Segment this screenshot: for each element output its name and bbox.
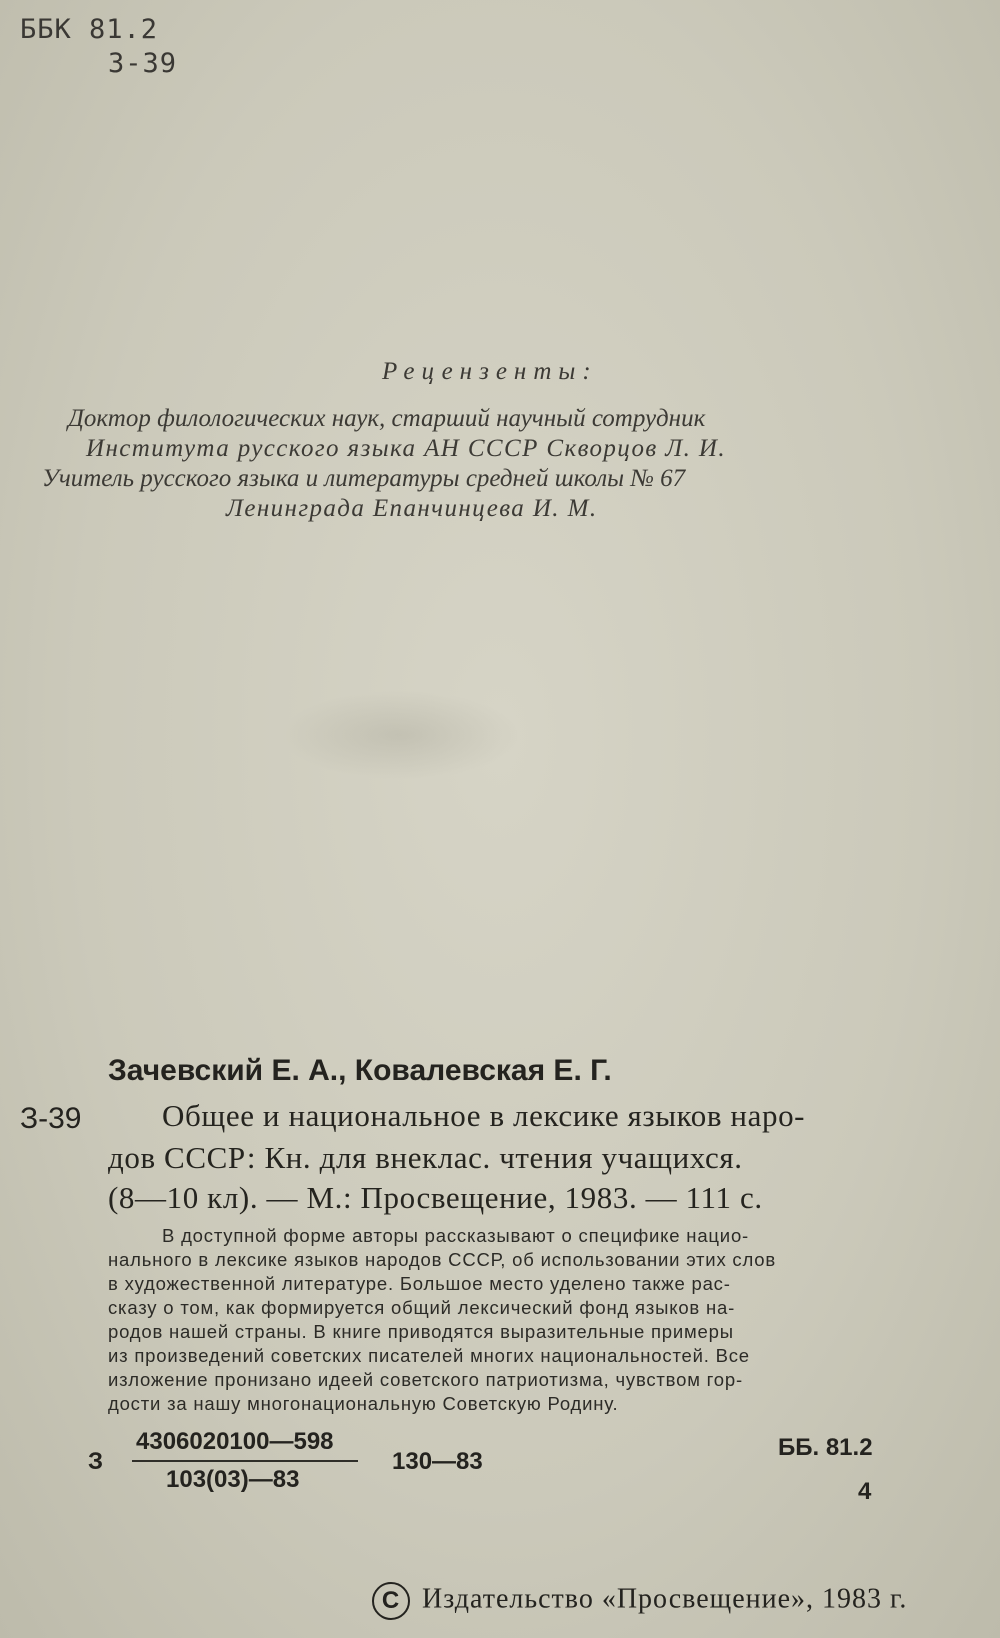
catalog-number: З-39	[20, 1102, 82, 1135]
copyright-text: Издательство «Просвещение», 1983 г.	[422, 1583, 908, 1615]
reviewer-line: Доктор филологических наук, старший научный сотрудник	[68, 405, 706, 432]
pub-code-denominator: 103(03)—83	[166, 1466, 300, 1493]
pub-bbk-number: 4	[858, 1478, 872, 1505]
copyright-icon: C	[372, 1582, 410, 1620]
annotation-line: из произведений советских писателей многих национальностей. Все	[108, 1345, 750, 1366]
biblio-line: дов СССР: Кн. для внеклас. чтения учащихся.	[108, 1140, 743, 1175]
annotation-line: изложение пронизано идеей советского патриотизма, чувством гор-	[108, 1369, 743, 1390]
annotation-line: родов нашей страны. В книге приводятся выразительные примеры	[108, 1321, 734, 1342]
authors: Зачевский Е. А., Ковалевская Е. Г.	[108, 1054, 612, 1087]
annotation-line: в художественной литературе. Большое место уделено также рас-	[108, 1273, 731, 1294]
reviewer-line: Учитель русского языка и литературы средней школы № 67	[42, 465, 686, 492]
pub-code-prefix: З	[88, 1448, 104, 1475]
fraction-line	[132, 1460, 358, 1462]
pub-plan-number: 130—83	[392, 1448, 483, 1475]
reviewer-line: Института русского языка АН СССР Скворцов Л. И.	[86, 435, 727, 462]
print-smudge	[280, 690, 520, 780]
bbk-subcode: З-39	[108, 48, 178, 79]
annotation-line: дости за нашу многонациональную Советскую Родину.	[108, 1393, 619, 1414]
copyright-line	[372, 1582, 907, 1620]
annotation-line: нального в лексике языков народов СССР, об использовании этих слов	[108, 1249, 777, 1270]
reviewers-title: Рецензенты:	[382, 358, 598, 385]
pub-bbk: ББ. 81.2	[778, 1434, 873, 1461]
bbk-code: ББК 81.2	[20, 14, 159, 45]
reviewer-line: Ленинграда Епанчинцева И. М.	[226, 495, 598, 522]
annotation-line: сказу о том, как формируется общий лексический фонд языков на-	[108, 1297, 736, 1318]
biblio-line: (8—10 кл). — М.: Просвещение, 1983. — 111 с.	[108, 1180, 763, 1215]
annotation-line: В доступной форме авторы рассказывают о специфике нацио-	[162, 1225, 749, 1246]
biblio-line: Общее и национальное в лексике языков наро-	[162, 1098, 806, 1133]
pub-code-numerator: 4306020100—598	[136, 1428, 334, 1455]
